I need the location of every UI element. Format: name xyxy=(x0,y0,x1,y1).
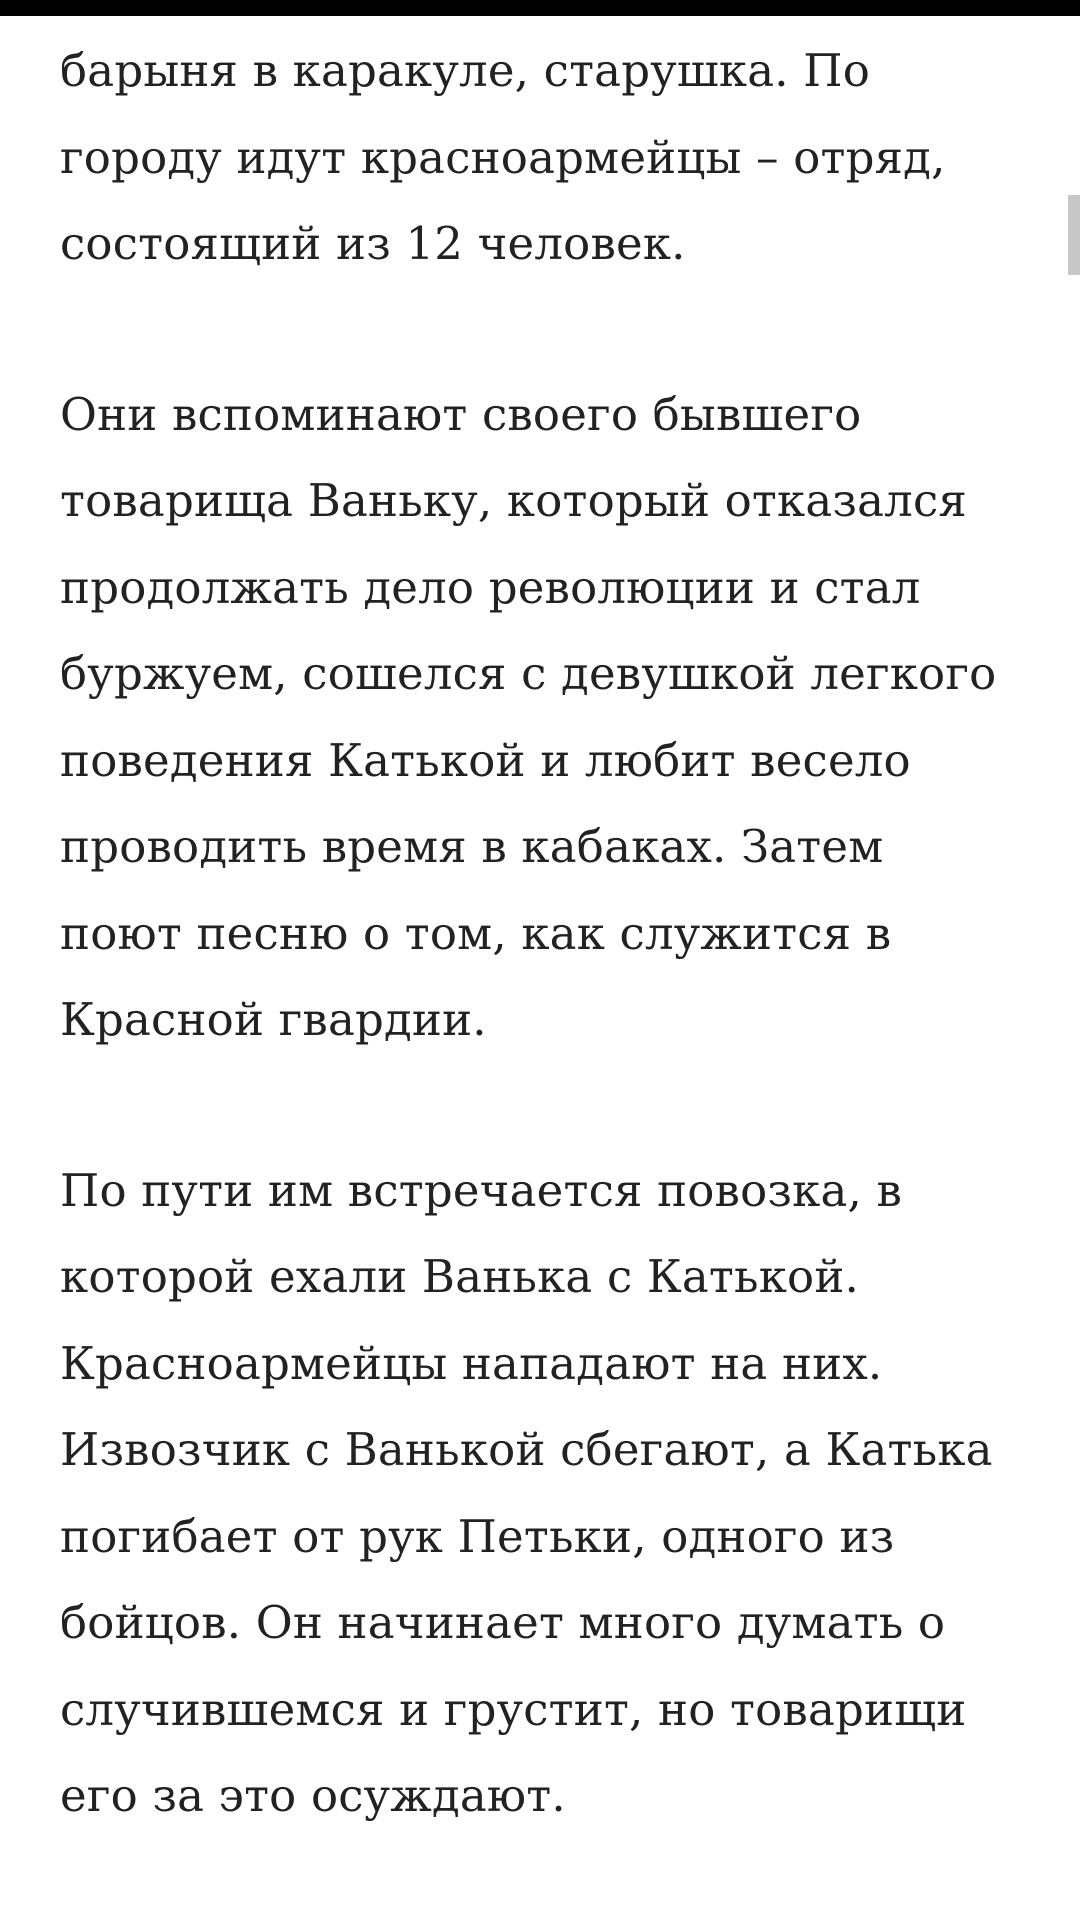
text-line: барыня в каракуле, старушка. По xyxy=(60,44,871,97)
text-line: буржуем, сошелся с девушкой легкого xyxy=(60,647,997,700)
text-line: бойцов. Он начинает много думать о xyxy=(60,1596,946,1649)
text-line: По пути им встречается повозка, в xyxy=(60,1163,903,1217)
top-status-bar xyxy=(0,0,1080,16)
text-line: Извозчик с Ванькой сбегают, а Катька xyxy=(60,1423,993,1476)
paragraph-2 xyxy=(60,372,1040,1064)
text-line: Красной гвардии. xyxy=(60,993,487,1046)
paragraph-3 xyxy=(60,1148,1040,1840)
text-line: погибает от рук Петьки, одного из xyxy=(60,1509,895,1563)
article-body xyxy=(60,28,1040,1924)
text-line: Красноармейцы нападают на них. xyxy=(60,1336,883,1390)
text-line: продолжать дело революции и стал xyxy=(60,560,921,614)
text-line: городу идут красноармейцы – отряд, xyxy=(60,130,946,184)
text-line: товарища Ваньку, который отказался xyxy=(60,474,967,527)
paragraph-1 xyxy=(60,28,1040,288)
text-line: поют песню о том, как служится в xyxy=(60,906,892,960)
text-line: проводить время в кабаках. Затем xyxy=(60,820,884,873)
scrollbar-thumb[interactable] xyxy=(1068,195,1080,275)
text-line: поведения Катькой и любит весело xyxy=(60,733,911,787)
text-line: его за это осуждают. xyxy=(60,1769,566,1822)
text-line: состоящий из 12 человек. xyxy=(60,217,686,270)
text-line: Они вспоминают своего бывшего xyxy=(60,387,862,441)
text-line: которой ехали Ванька с Катькой. xyxy=(60,1250,860,1303)
text-line: случившемся и грустит, но товарищи xyxy=(60,1682,967,1736)
